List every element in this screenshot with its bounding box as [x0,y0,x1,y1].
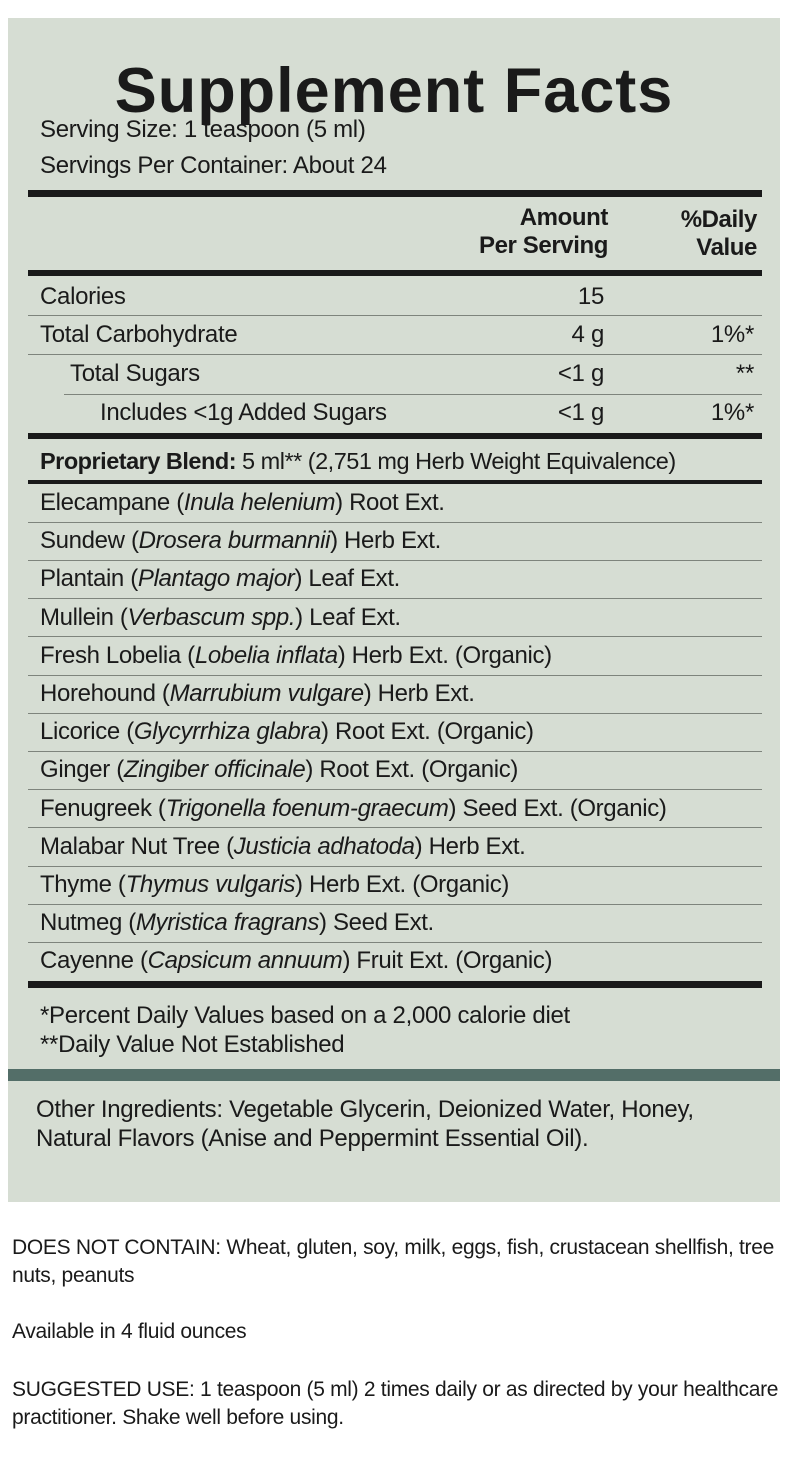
thick-divider [28,981,762,988]
ingredient-part: ) Fruit Ext. (Organic) [342,947,553,975]
ingredient-common-name: Sundew ( [40,527,139,555]
ingredient-latin-name: Plantago major [137,565,295,593]
ingredient-latin-name: Drosera burmannii [138,527,331,555]
ingredient-part: ) Herb Ext. [414,832,526,860]
ingredient-part: ) Leaf Ext. [295,603,401,631]
panel-title: Supplement Facts [114,56,674,126]
ingredient-common-name: Nutmeg ( [40,909,136,937]
ingredient-common-name: Cayenne ( [40,947,148,975]
ingredient-common-name: Plantain ( [40,565,138,593]
ingredient-text [40,599,401,637]
ingredient-common-name: Ginger ( [40,756,124,784]
ingredient-common-name: Thyme ( [40,871,126,898]
footnote-not-established: **Daily Value Not Established [40,1031,345,1058]
ingredient-part: ) Herb Ext. [330,527,441,555]
thick-divider [28,190,762,197]
ingredient-text [40,942,552,980]
ingredient-part: ) Herb Ext. [363,680,475,707]
ingredient-latin-name: Verbascum spp. [127,603,296,631]
ingredient-row [28,599,764,637]
ingredient-latin-name: Marrubium vulgare [169,680,364,707]
nutrient-row-total-carbohydrate: Total Carbohydrate 4 g 1%* [40,321,754,348]
ingredient-row [28,675,764,713]
ingredient-row [28,942,764,980]
ingredient-text [40,751,518,789]
ingredient-latin-name: Trigonella foenum-graecum [165,794,449,822]
ingredient-part: ) Herb Ext. (Organic) [295,871,510,898]
proprietary-blend-line [40,444,676,478]
ingredient-latin-name: Inula helenium [183,489,336,516]
other-ingredients: Other Ingredients: Vegetable Glycerin, Deionized Water, Honey, Natural Flavors (Anise and Peppermint Essential Oil). [36,1096,694,1152]
ingredient-row [28,637,764,675]
ingredient-part: ) Root Ext. [335,489,445,516]
thick-divider [28,433,762,439]
ingredient-text [40,484,445,522]
ingredient-row [28,560,764,598]
footnote-daily-value: *Percent Daily Values based on a 2,000 calorie diet [40,1002,570,1029]
nutrient-row-calories: Calories 15 [40,283,604,310]
ingredient-row [28,828,764,866]
ingredient-row [28,790,764,828]
serving-size: Serving Size: 1 teaspoon (5 ml) [40,116,366,143]
ingredient-row [28,713,764,751]
supplement-facts-panel [8,18,780,1202]
ingredient-part: ) Seed Ext. [318,909,434,937]
ingredient-row [28,866,764,904]
ingredient-common-name: Malabar Nut Tree ( [40,832,234,860]
ingredient-latin-name: Glycyrrhiza glabra [133,718,321,746]
ingredient-latin-name: Lobelia inflata [194,641,338,669]
ingredient-latin-name: Thymus vulgaris [125,871,296,898]
allergen-statement: DOES NOT CONTAIN: Wheat, gluten, soy, milk, eggs, fish, crustacean shellfish, tree nuts, peanuts [12,1236,775,1287]
servings-per-container: Servings Per Container: About 24 [40,152,387,179]
ingredient-text [40,904,434,942]
suggested-use: SUGGESTED USE: 1 teaspoon (5 ml) 2 times daily or as directed by your healthcare practitioner. Shake well before using. [12,1378,779,1429]
accent-band [8,1069,780,1081]
ingredient-common-name: Elecampane ( [40,489,184,516]
ingredient-row [28,484,764,522]
ingredient-part: ) Leaf Ext. [294,565,400,593]
amount-column-header: Amount Per Serving [479,204,608,259]
ingredient-text [40,790,667,828]
ingredient-part: ) Herb Ext. (Organic) [337,641,552,669]
nutrient-row-total-sugars: Total Sugars <1 g ** [70,360,754,387]
ingredient-text [40,675,475,713]
ingredient-text [40,866,509,904]
ingredient-text [40,560,400,598]
ingredient-latin-name: Zingiber officinale [123,756,306,784]
ingredient-common-name: Fresh Lobelia ( [40,641,195,669]
ingredient-text [40,522,441,560]
ingredient-part: ) Root Ext. (Organic) [305,756,519,784]
availability: Available in 4 fluid ounces [12,1320,247,1343]
proprietary-blend-label: Proprietary Blend: [40,448,237,474]
ingredient-common-name: Mullein ( [40,603,128,631]
ingredient-common-name: Fenugreek ( [40,794,166,822]
ingredient-text [40,637,552,675]
nutrient-row-added-sugars: Includes <1g Added Sugars <1 g 1%* [100,399,754,426]
ingredient-latin-name: Capsicum annuum [147,947,343,975]
ingredient-row [28,522,764,560]
ingredient-part: ) Seed Ext. (Organic) [448,794,667,822]
ingredient-part: ) Root Ext. (Organic) [320,718,534,746]
ingredient-common-name: Licorice ( [40,718,134,746]
ingredient-text [40,828,525,866]
thick-divider [28,270,762,276]
daily-value-column-header: %Daily Value [680,206,757,261]
ingredient-row [28,904,764,942]
ingredient-latin-name: Myristica fragrans [135,909,319,937]
ingredient-common-name: Horehound ( [40,680,170,707]
ingredient-row [28,751,764,789]
ingredient-latin-name: Justicia adhatoda [233,832,415,860]
ingredient-text [40,713,534,751]
proprietary-blend-detail: 5 ml** (2,751 mg Herb Weight Equivalence) [236,448,676,474]
